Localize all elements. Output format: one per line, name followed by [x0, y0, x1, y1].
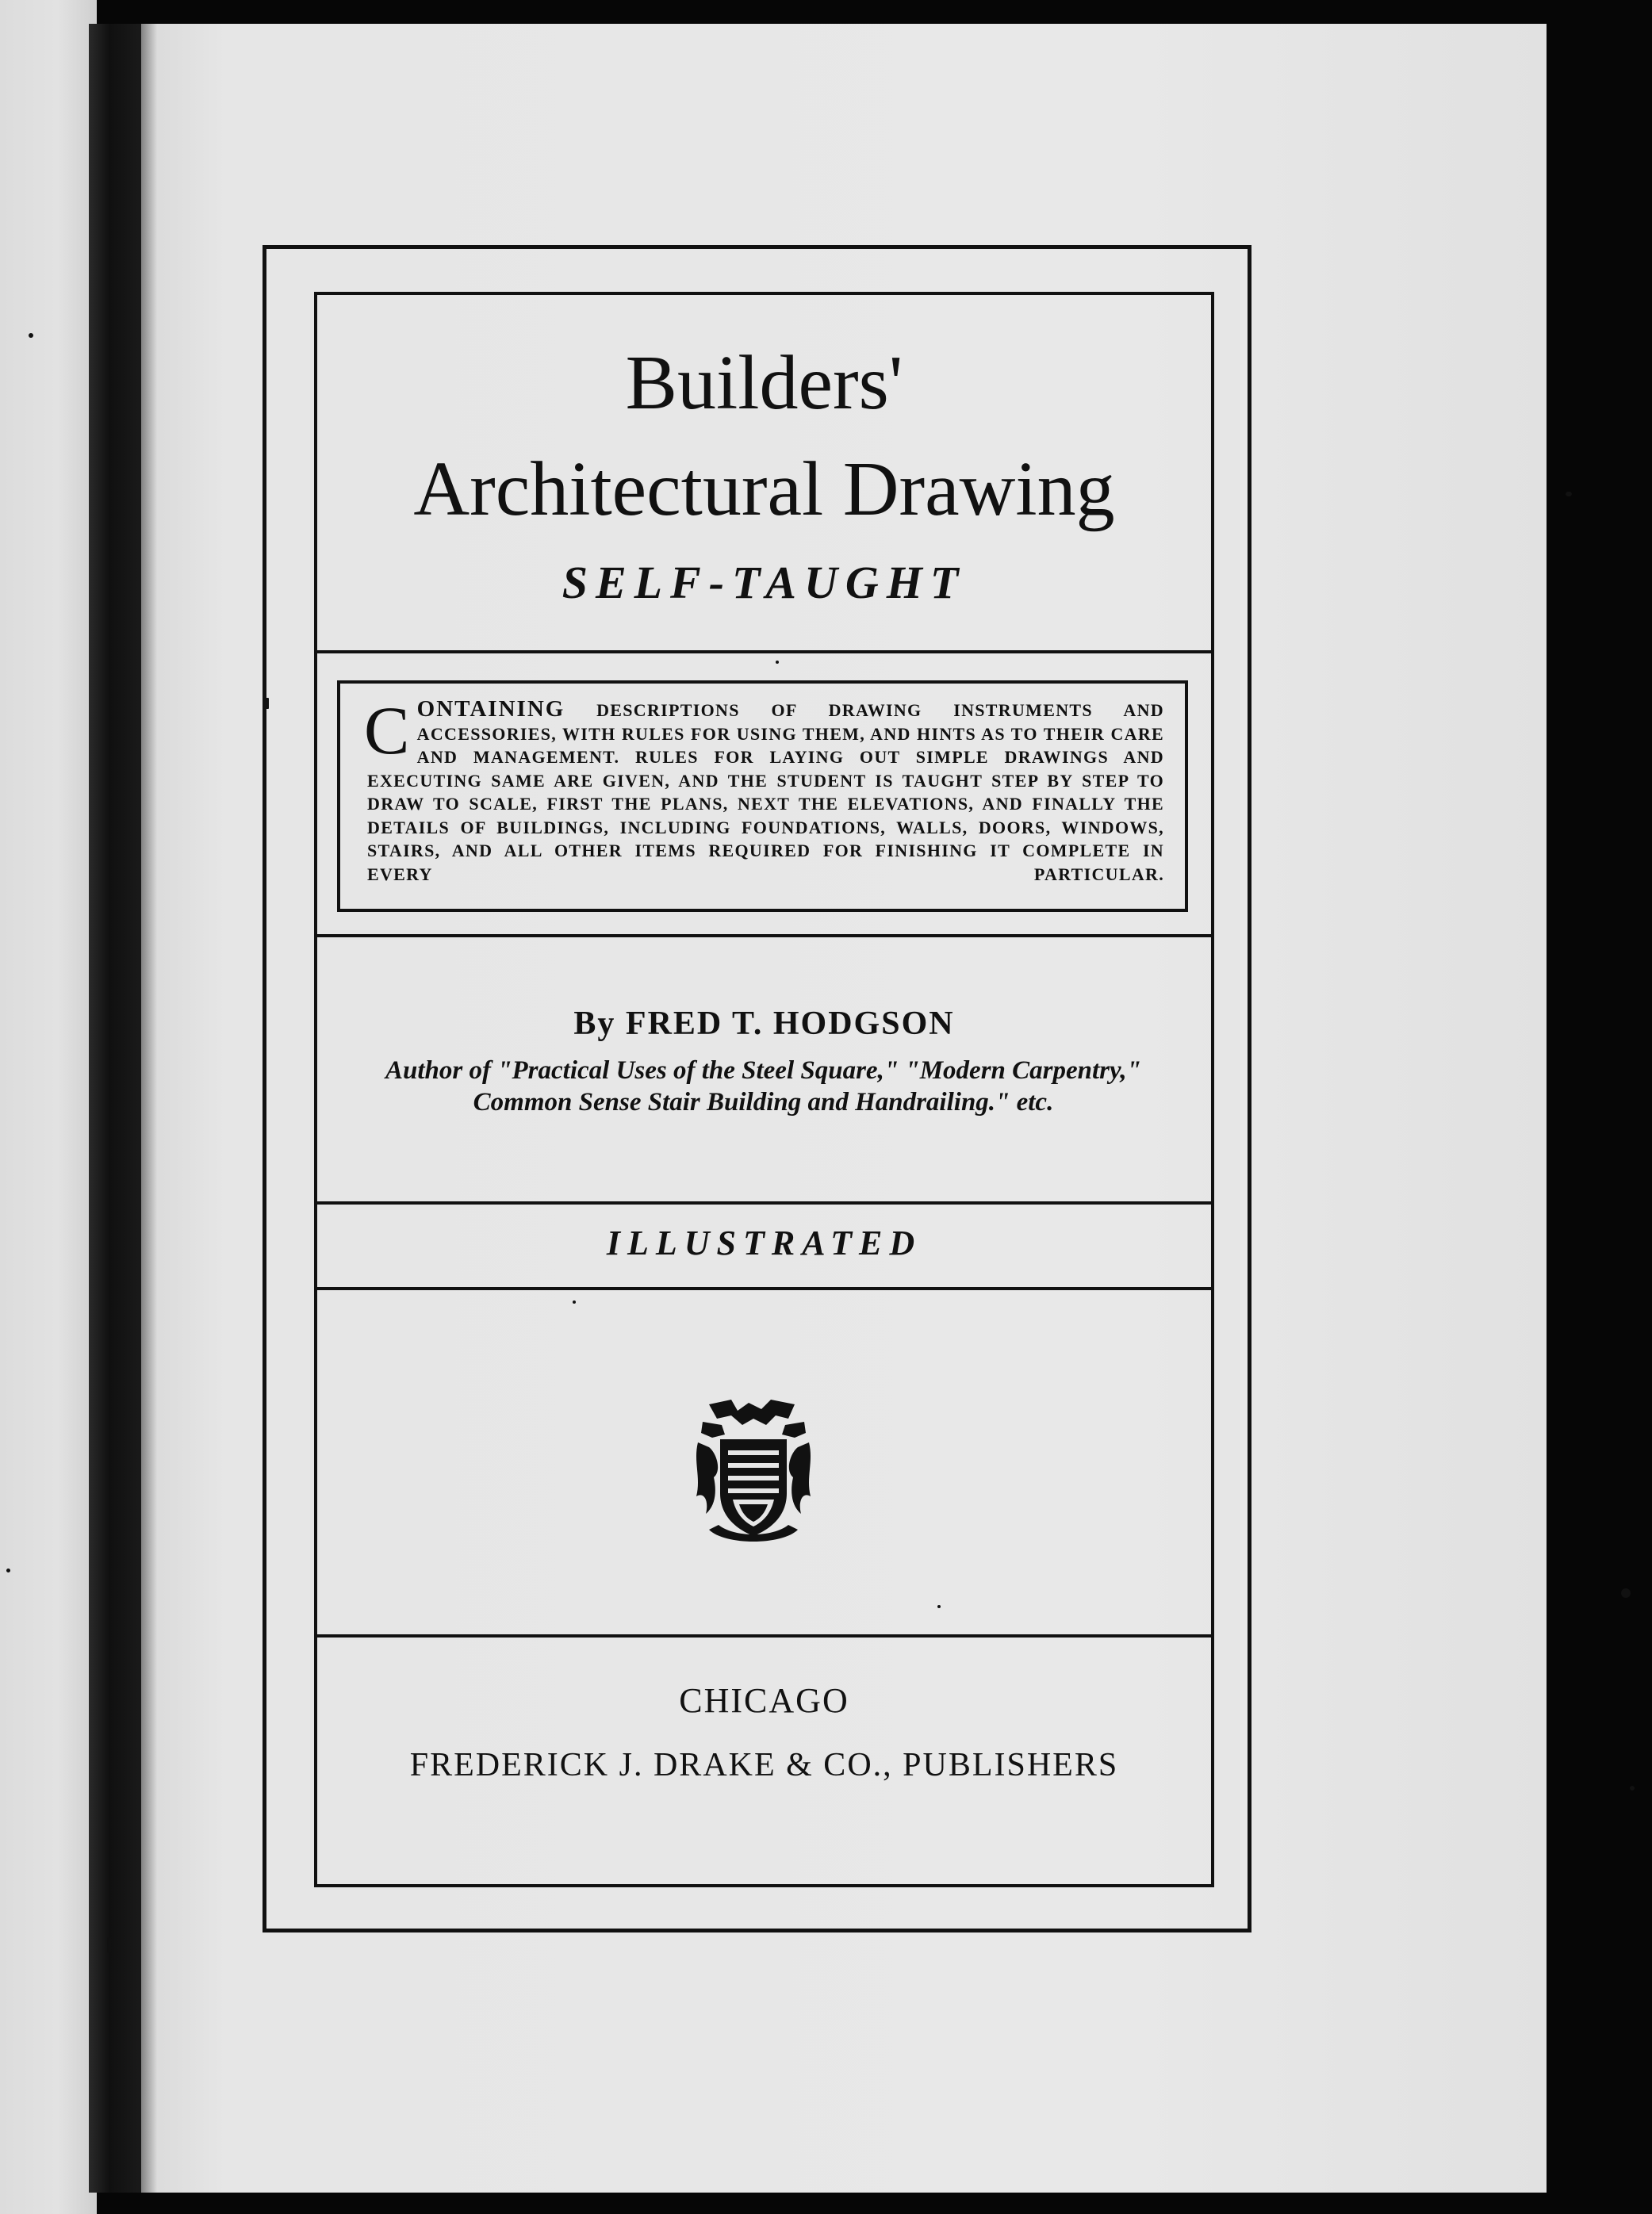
- book-title-line-2: Architectural Drawing: [413, 446, 1115, 532]
- illustrated-label: ILLUSTRATED: [606, 1224, 922, 1262]
- divider-emblem: [314, 1634, 1214, 1638]
- scan-speck: [1566, 492, 1572, 496]
- divider-description: [314, 934, 1214, 937]
- imprint-city: CHICAGO: [679, 1681, 849, 1720]
- publisher-emblem-icon: [693, 1398, 814, 1546]
- divider-illustrated: [314, 1287, 1214, 1290]
- divider-author: [314, 1201, 1214, 1205]
- scan-speck: [1621, 1588, 1631, 1598]
- drop-cap: C: [364, 692, 411, 768]
- description-lead-word: ONTAINING: [416, 696, 565, 722]
- author-other-works: Author of "Practical Uses of the Steel Square," "Modern Carpentry," Common Sense Stair Building and Handrailing." etc.: [385, 1056, 1142, 1117]
- scan-speck: [29, 333, 33, 338]
- scan-speck: [1630, 1786, 1635, 1791]
- imprint-publisher: FREDERICK J. DRAKE & CO., PUBLISHERS: [409, 1747, 1119, 1783]
- scan-speck: [6, 1569, 10, 1572]
- description-body: DESCRIPTIONS OF DRAWING INSTRUMENTS AND ACCESSORIES, WITH RULES FOR USING THEM, AND HINTS AS TO THEIR CARE AND MANAGEMENT. RULES FOR LAYING OUT SIMPLE DRAWINGS AND EXECUTING SAME ARE GIVEN, AND THE STUDENT IS TAUGHT STEP BY STEP TO DRAW TO SCALE, FIRST THE PLANS, NEXT THE ELEVATIONS, AND FINALLY THE DETAILS OF BUILDINGS, INCLUDING FOUNDATIONS, WALLS, DOORS, WINDOWS, STAIRS, AND ALL OTHER ITEMS REQUIRED FOR FINISHING IT COMPLETE IN EVERY PARTICULAR.: [367, 700, 1164, 884]
- author-byline: By FRED T. HODGSON: [573, 1005, 955, 1042]
- description-text: [364, 692, 1164, 886]
- book-subtitle: SELF-TAUGHT: [562, 557, 967, 608]
- book-spine: [89, 24, 141, 2193]
- left-page-edge: [0, 0, 97, 2214]
- description-box: [337, 680, 1188, 912]
- scan-speck: [107, 1937, 111, 1953]
- book-title-line-1: Builders': [625, 340, 903, 426]
- divider-title: [314, 650, 1214, 653]
- spine-shadow: [141, 24, 157, 2193]
